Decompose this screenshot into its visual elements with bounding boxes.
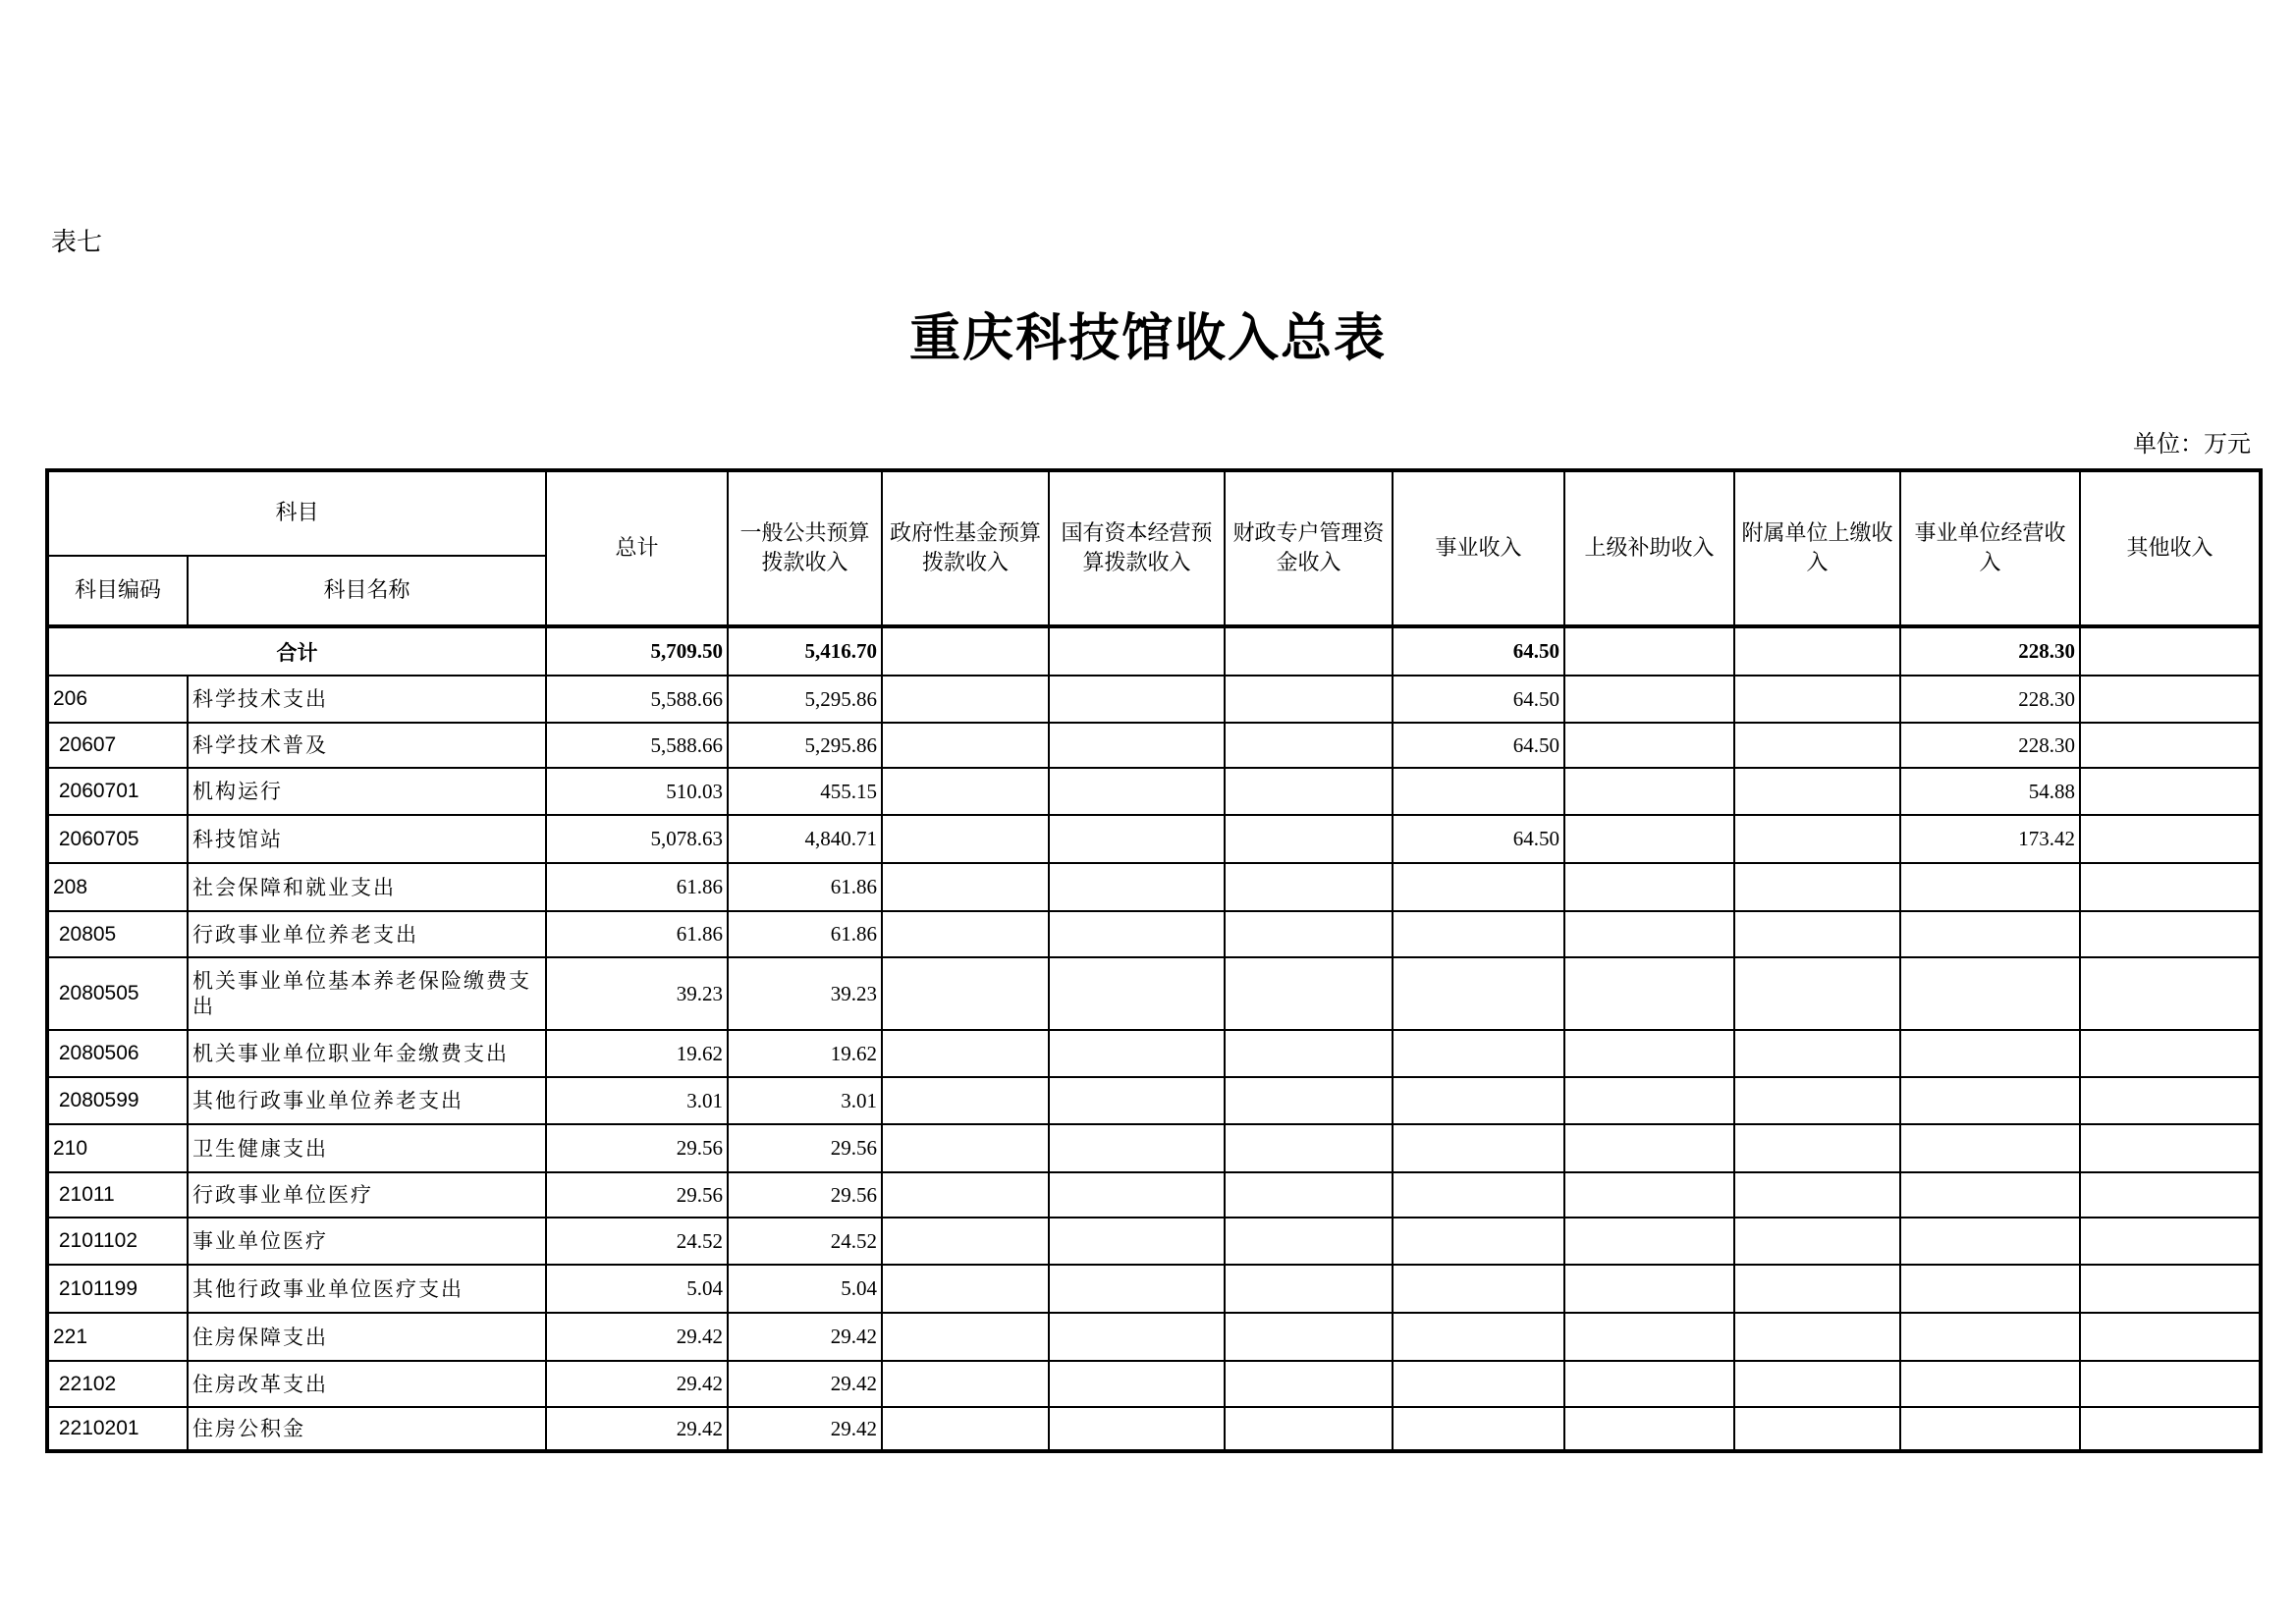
- amount-cell: [2080, 815, 2261, 863]
- amount-cell: [1564, 1218, 1734, 1265]
- amount-cell: 3.01: [728, 1077, 882, 1124]
- amount-cell: [2080, 1172, 2261, 1218]
- page-title: 重庆科技馆收入总表: [908, 308, 1387, 368]
- amount-cell: [1564, 911, 1734, 957]
- amount-cell: [1564, 723, 1734, 768]
- amount-cell: [882, 957, 1049, 1030]
- amount-cell: [1049, 1218, 1225, 1265]
- amount-cell: [1393, 768, 1564, 815]
- amount-cell: [1734, 1218, 1900, 1265]
- amount-cell: [1393, 1077, 1564, 1124]
- amount-cell: [882, 1407, 1049, 1451]
- table-row: [47, 676, 2261, 723]
- subject-name: 行政事业单位医疗: [188, 1172, 546, 1218]
- subject-code: 2080505: [47, 957, 188, 1030]
- amount-cell: [1734, 863, 1900, 911]
- amount-cell: [1049, 957, 1225, 1030]
- amount-cell: 29.42: [546, 1313, 728, 1361]
- amount-cell: 5,588.66: [546, 676, 728, 723]
- amount-cell: 3.01: [546, 1077, 728, 1124]
- amount-cell: [882, 1361, 1049, 1407]
- header-total: 总计: [546, 470, 728, 626]
- amount-cell: [1900, 957, 2080, 1030]
- table-row: [47, 1218, 2261, 1265]
- amount-cell: [882, 863, 1049, 911]
- amount-cell: [1049, 1407, 1225, 1451]
- amount-cell: [2080, 1030, 2261, 1077]
- amount-cell: [2080, 1265, 2261, 1313]
- amount-cell: 24.52: [546, 1218, 728, 1265]
- amount-cell: 24.52: [728, 1218, 882, 1265]
- amount-cell: 64.50: [1393, 815, 1564, 863]
- amount-cell: [1734, 1172, 1900, 1218]
- amount-cell: [1900, 1077, 2080, 1124]
- amount-cell: [1049, 1361, 1225, 1407]
- total-cell: [882, 626, 1049, 676]
- amount-cell: 29.42: [546, 1361, 728, 1407]
- table-row: [47, 1172, 2261, 1218]
- table-row: [47, 815, 2261, 863]
- amount-cell: 29.42: [546, 1407, 728, 1451]
- amount-cell: [1393, 1172, 1564, 1218]
- table-row: [47, 723, 2261, 768]
- amount-cell: [882, 723, 1049, 768]
- amount-cell: [1734, 1361, 1900, 1407]
- header-general-budget: 一般公共预算拨款收入: [728, 470, 882, 626]
- amount-cell: 5,295.86: [728, 676, 882, 723]
- amount-cell: [2080, 1407, 2261, 1451]
- amount-cell: [1900, 1124, 2080, 1172]
- subject-name: 科学技术普及: [188, 723, 546, 768]
- subject-code: 20607: [47, 723, 188, 768]
- amount-cell: [1900, 1407, 2080, 1451]
- amount-cell: [2080, 957, 2261, 1030]
- amount-cell: 61.86: [546, 911, 728, 957]
- amount-cell: 5,295.86: [728, 723, 882, 768]
- subject-name: 其他行政事业单位养老支出: [188, 1077, 546, 1124]
- amount-cell: [1225, 1313, 1393, 1361]
- subject-code: 2210201: [47, 1407, 188, 1451]
- amount-cell: 455.15: [728, 768, 882, 815]
- subject-code: 206: [47, 676, 188, 723]
- header-affiliated-payment: 附属单位上缴收入: [1734, 470, 1900, 626]
- amount-cell: [1225, 768, 1393, 815]
- amount-cell: [1393, 1313, 1564, 1361]
- subject-code: 21011: [47, 1172, 188, 1218]
- subject-name: 机关事业单位基本养老保险缴费支出: [188, 957, 546, 1030]
- subject-code: 2080599: [47, 1077, 188, 1124]
- table-row: [47, 768, 2261, 815]
- amount-cell: [1900, 1313, 2080, 1361]
- header-business-income: 事业收入: [1393, 470, 1564, 626]
- amount-cell: [1225, 1407, 1393, 1451]
- amount-cell: [1393, 1030, 1564, 1077]
- amount-cell: [2080, 723, 2261, 768]
- header-other-income: 其他收入: [2080, 470, 2261, 626]
- subject-name: 机关事业单位职业年金缴费支出: [188, 1030, 546, 1077]
- amount-cell: [882, 911, 1049, 957]
- amount-cell: 228.30: [1900, 723, 2080, 768]
- total-cell: [2080, 626, 2261, 676]
- amount-cell: 64.50: [1393, 676, 1564, 723]
- amount-cell: [2080, 863, 2261, 911]
- amount-cell: [1734, 1077, 1900, 1124]
- amount-cell: [882, 815, 1049, 863]
- amount-cell: [882, 1265, 1049, 1313]
- amount-cell: 29.56: [546, 1172, 728, 1218]
- amount-cell: [1049, 1172, 1225, 1218]
- header-superior-subsidy: 上级补助收入: [1564, 470, 1734, 626]
- amount-cell: 64.50: [1393, 723, 1564, 768]
- amount-cell: [1225, 1077, 1393, 1124]
- amount-cell: [1049, 1265, 1225, 1313]
- subject-name: 卫生健康支出: [188, 1124, 546, 1172]
- amount-cell: [1564, 1077, 1734, 1124]
- total-cell: [1049, 626, 1225, 676]
- amount-cell: [1734, 1313, 1900, 1361]
- amount-cell: [1049, 723, 1225, 768]
- subject-name: 事业单位医疗: [188, 1218, 546, 1265]
- amount-cell: 5.04: [546, 1265, 728, 1313]
- amount-cell: 29.56: [728, 1172, 882, 1218]
- amount-cell: [1734, 1265, 1900, 1313]
- amount-cell: 54.88: [1900, 768, 2080, 815]
- amount-cell: [1049, 676, 1225, 723]
- amount-cell: [1225, 911, 1393, 957]
- amount-cell: 29.56: [546, 1124, 728, 1172]
- subject-name: 住房改革支出: [188, 1361, 546, 1407]
- subject-code: 22102: [47, 1361, 188, 1407]
- amount-cell: [1564, 1313, 1734, 1361]
- amount-cell: [1393, 1407, 1564, 1451]
- subject-code: 2101199: [47, 1265, 188, 1313]
- amount-cell: 5,588.66: [546, 723, 728, 768]
- amount-cell: [1225, 1030, 1393, 1077]
- amount-cell: [1564, 957, 1734, 1030]
- amount-cell: [1393, 863, 1564, 911]
- subject-code: 2060705: [47, 815, 188, 863]
- amount-cell: [1734, 723, 1900, 768]
- amount-cell: 29.42: [728, 1361, 882, 1407]
- table-row: [47, 863, 2261, 911]
- header-state-capital: 国有资本经营预算拨款收入: [1049, 470, 1225, 626]
- amount-cell: [1049, 1124, 1225, 1172]
- amount-cell: 19.62: [728, 1030, 882, 1077]
- total-cell: [1734, 626, 1900, 676]
- amount-cell: [882, 1313, 1049, 1361]
- amount-cell: [1734, 676, 1900, 723]
- table-body: [47, 626, 2261, 1451]
- amount-cell: 5,078.63: [546, 815, 728, 863]
- amount-cell: 228.30: [1900, 676, 2080, 723]
- amount-cell: [1225, 863, 1393, 911]
- table-row: [47, 1077, 2261, 1124]
- total-cell: [1564, 626, 1734, 676]
- amount-cell: [1225, 1265, 1393, 1313]
- amount-cell: [1900, 1172, 2080, 1218]
- amount-cell: [882, 1077, 1049, 1124]
- amount-cell: [1049, 1030, 1225, 1077]
- amount-cell: 39.23: [728, 957, 882, 1030]
- table-row: [47, 1407, 2261, 1451]
- amount-cell: [1393, 1265, 1564, 1313]
- amount-cell: [1564, 676, 1734, 723]
- amount-cell: [1393, 911, 1564, 957]
- amount-cell: [1393, 1124, 1564, 1172]
- amount-cell: [1734, 1407, 1900, 1451]
- header-gov-fund: 政府性基金预算拨款收入: [882, 470, 1049, 626]
- total-cell: 5,416.70: [728, 626, 882, 676]
- amount-cell: [1225, 1124, 1393, 1172]
- subject-code: 221: [47, 1313, 188, 1361]
- subject-code: 2080506: [47, 1030, 188, 1077]
- amount-cell: [2080, 1077, 2261, 1124]
- amount-cell: [882, 1030, 1049, 1077]
- subject-code: 2060701: [47, 768, 188, 815]
- amount-cell: [1564, 815, 1734, 863]
- header-special-account: 财政专户管理资金收入: [1225, 470, 1393, 626]
- amount-cell: 29.42: [728, 1407, 882, 1451]
- amount-cell: [2080, 1313, 2261, 1361]
- amount-cell: 19.62: [546, 1030, 728, 1077]
- header-name: 科目名称: [188, 556, 546, 626]
- amount-cell: 510.03: [546, 768, 728, 815]
- amount-cell: [1225, 1361, 1393, 1407]
- amount-cell: [1393, 1218, 1564, 1265]
- amount-cell: [2080, 1218, 2261, 1265]
- subject-name: 机构运行: [188, 768, 546, 815]
- amount-cell: [1225, 1172, 1393, 1218]
- subject-code: 20805: [47, 911, 188, 957]
- total-cell: 5,709.50: [546, 626, 728, 676]
- total-label: 合计: [47, 626, 546, 676]
- amount-cell: [1734, 815, 1900, 863]
- amount-cell: [1734, 911, 1900, 957]
- amount-cell: [1225, 1218, 1393, 1265]
- subject-name: 科技馆站: [188, 815, 546, 863]
- amount-cell: 173.42: [1900, 815, 2080, 863]
- amount-cell: [1564, 863, 1734, 911]
- subject-code: 2101102: [47, 1218, 188, 1265]
- table-row: [47, 1124, 2261, 1172]
- table-header: [47, 470, 2261, 626]
- amount-cell: [2080, 911, 2261, 957]
- amount-cell: [1049, 863, 1225, 911]
- amount-cell: [1900, 863, 2080, 911]
- amount-cell: [1049, 911, 1225, 957]
- header-subject: 科目: [47, 470, 546, 556]
- subject-name: 住房保障支出: [188, 1313, 546, 1361]
- amount-cell: [2080, 768, 2261, 815]
- amount-cell: [1900, 1218, 2080, 1265]
- amount-cell: [882, 768, 1049, 815]
- amount-cell: [1564, 768, 1734, 815]
- amount-cell: [1225, 957, 1393, 1030]
- amount-cell: [1734, 957, 1900, 1030]
- amount-cell: [1900, 1030, 2080, 1077]
- subject-name: 其他行政事业单位医疗支出: [188, 1265, 546, 1313]
- table-row: [47, 911, 2261, 957]
- amount-cell: 4,840.71: [728, 815, 882, 863]
- subject-code: 210: [47, 1124, 188, 1172]
- subject-name: 社会保障和就业支出: [188, 863, 546, 911]
- table-row: [47, 1361, 2261, 1407]
- subject-name: 行政事业单位养老支出: [188, 911, 546, 957]
- amount-cell: 29.56: [728, 1124, 882, 1172]
- amount-cell: [1734, 1124, 1900, 1172]
- table-row: [47, 957, 2261, 1030]
- header-code: 科目编码: [47, 556, 188, 626]
- amount-cell: [1734, 768, 1900, 815]
- total-cell: 228.30: [1900, 626, 2080, 676]
- amount-cell: [882, 1124, 1049, 1172]
- total-cell: 64.50: [1393, 626, 1564, 676]
- amount-cell: 5.04: [728, 1265, 882, 1313]
- amount-cell: [1393, 957, 1564, 1030]
- amount-cell: 61.86: [728, 863, 882, 911]
- table-number: 表七: [51, 228, 103, 257]
- amount-cell: 39.23: [546, 957, 728, 1030]
- table-row: [47, 1313, 2261, 1361]
- total-cell: [1225, 626, 1393, 676]
- amount-cell: [882, 676, 1049, 723]
- amount-cell: [1049, 768, 1225, 815]
- unit-label: 单位：万元: [2133, 430, 2251, 458]
- amount-cell: [1225, 723, 1393, 768]
- amount-cell: [1049, 815, 1225, 863]
- amount-cell: [1734, 1030, 1900, 1077]
- income-table: [45, 468, 2263, 1453]
- amount-cell: [1564, 1124, 1734, 1172]
- amount-cell: [882, 1172, 1049, 1218]
- table-row: [47, 1265, 2261, 1313]
- amount-cell: [1900, 911, 2080, 957]
- total-row: [47, 626, 2261, 676]
- amount-cell: 29.42: [728, 1313, 882, 1361]
- amount-cell: [1393, 1361, 1564, 1407]
- amount-cell: [1900, 1265, 2080, 1313]
- amount-cell: [1225, 676, 1393, 723]
- amount-cell: [1564, 1030, 1734, 1077]
- amount-cell: [2080, 676, 2261, 723]
- amount-cell: [1564, 1407, 1734, 1451]
- amount-cell: [1564, 1172, 1734, 1218]
- amount-cell: [1564, 1361, 1734, 1407]
- table-row: [47, 1030, 2261, 1077]
- amount-cell: [2080, 1124, 2261, 1172]
- amount-cell: 61.86: [728, 911, 882, 957]
- amount-cell: 61.86: [546, 863, 728, 911]
- subject-code: 208: [47, 863, 188, 911]
- subject-name: 住房公积金: [188, 1407, 546, 1451]
- header-operating-income: 事业单位经营收入: [1900, 470, 2080, 626]
- subject-name: 科学技术支出: [188, 676, 546, 723]
- amount-cell: [1900, 1361, 2080, 1407]
- amount-cell: [2080, 1361, 2261, 1407]
- amount-cell: [1564, 1265, 1734, 1313]
- amount-cell: [1049, 1313, 1225, 1361]
- amount-cell: [1049, 1077, 1225, 1124]
- amount-cell: [1225, 815, 1393, 863]
- amount-cell: [882, 1218, 1049, 1265]
